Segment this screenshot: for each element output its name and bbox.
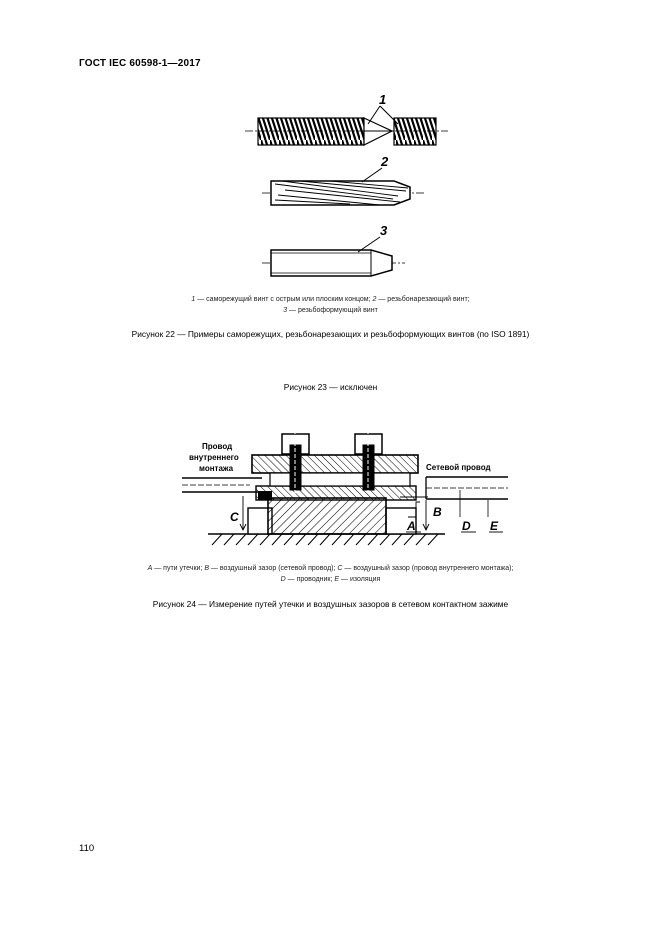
letter-d: D: [462, 519, 471, 533]
figure-24-caption: Рисунок 24 — Измерение путей утечки и воздушных зазоров в сетевом контактном зажиме: [152, 599, 509, 609]
screw-2-shape: [262, 168, 425, 205]
figure-24-legend-line-2: [60, 574, 601, 585]
callout-2: 2: [381, 154, 389, 169]
legend-text: — воздушный зазор (сетевой провод);: [208, 565, 338, 572]
figure-24-legend: [60, 563, 601, 585]
callout-1: 1: [379, 92, 387, 107]
letter-a: A: [407, 519, 416, 533]
figure-23-caption: Рисунок 23 — исключен: [283, 382, 378, 392]
figure-22-legend-line-1: [60, 294, 601, 305]
internal-wire-label-3: монтажа: [199, 464, 234, 473]
legend-num: 2: [372, 296, 377, 303]
legend-text: — проводник;: [285, 576, 335, 583]
internal-wire-label-2: внутреннего: [189, 453, 239, 462]
figure-22-legend-line-2: [60, 305, 601, 316]
legend-text: — резьбонарезающий винт;: [376, 296, 470, 303]
legend-text: — изоляция: [339, 576, 381, 583]
legend-text: — воздушный зазор (провод внутреннего монтажа);: [342, 565, 514, 572]
legend-num: 1: [191, 296, 196, 303]
letter-c: C: [230, 510, 239, 524]
letter-b: B: [433, 505, 442, 519]
callout-3: 3: [380, 223, 388, 238]
figure-24-legend-line-1: [60, 563, 601, 574]
screw-3-shape: [262, 237, 405, 276]
legend-num: B: [204, 565, 209, 572]
legend-num: C: [337, 565, 343, 572]
screw-1-shape: [245, 106, 448, 145]
legend-text: — пути утечки;: [152, 565, 205, 572]
legend-num: A: [147, 565, 153, 572]
legend-text: — резьбоформующий винт: [287, 307, 378, 314]
internal-wire-label-1: Провод: [202, 442, 233, 451]
legend-num: E: [334, 576, 340, 583]
legend-num: 3: [283, 307, 288, 314]
supply-wire-label: Сетевой провод: [426, 463, 491, 472]
figure-22-caption: Рисунок 22 — Примеры саморежущих, резьбонарезающих и резьбоформующих винтов (по ISO 1891): [131, 329, 530, 339]
figure-22-legend: [60, 294, 601, 316]
letter-e: E: [490, 519, 499, 533]
legend-num: D: [280, 576, 286, 583]
document-code: ГОСТ IEC 60598-1—2017: [79, 58, 201, 69]
page-number: 110: [79, 843, 95, 854]
legend-text: — саморежущий винт с острым или плоским концом;: [195, 296, 373, 303]
